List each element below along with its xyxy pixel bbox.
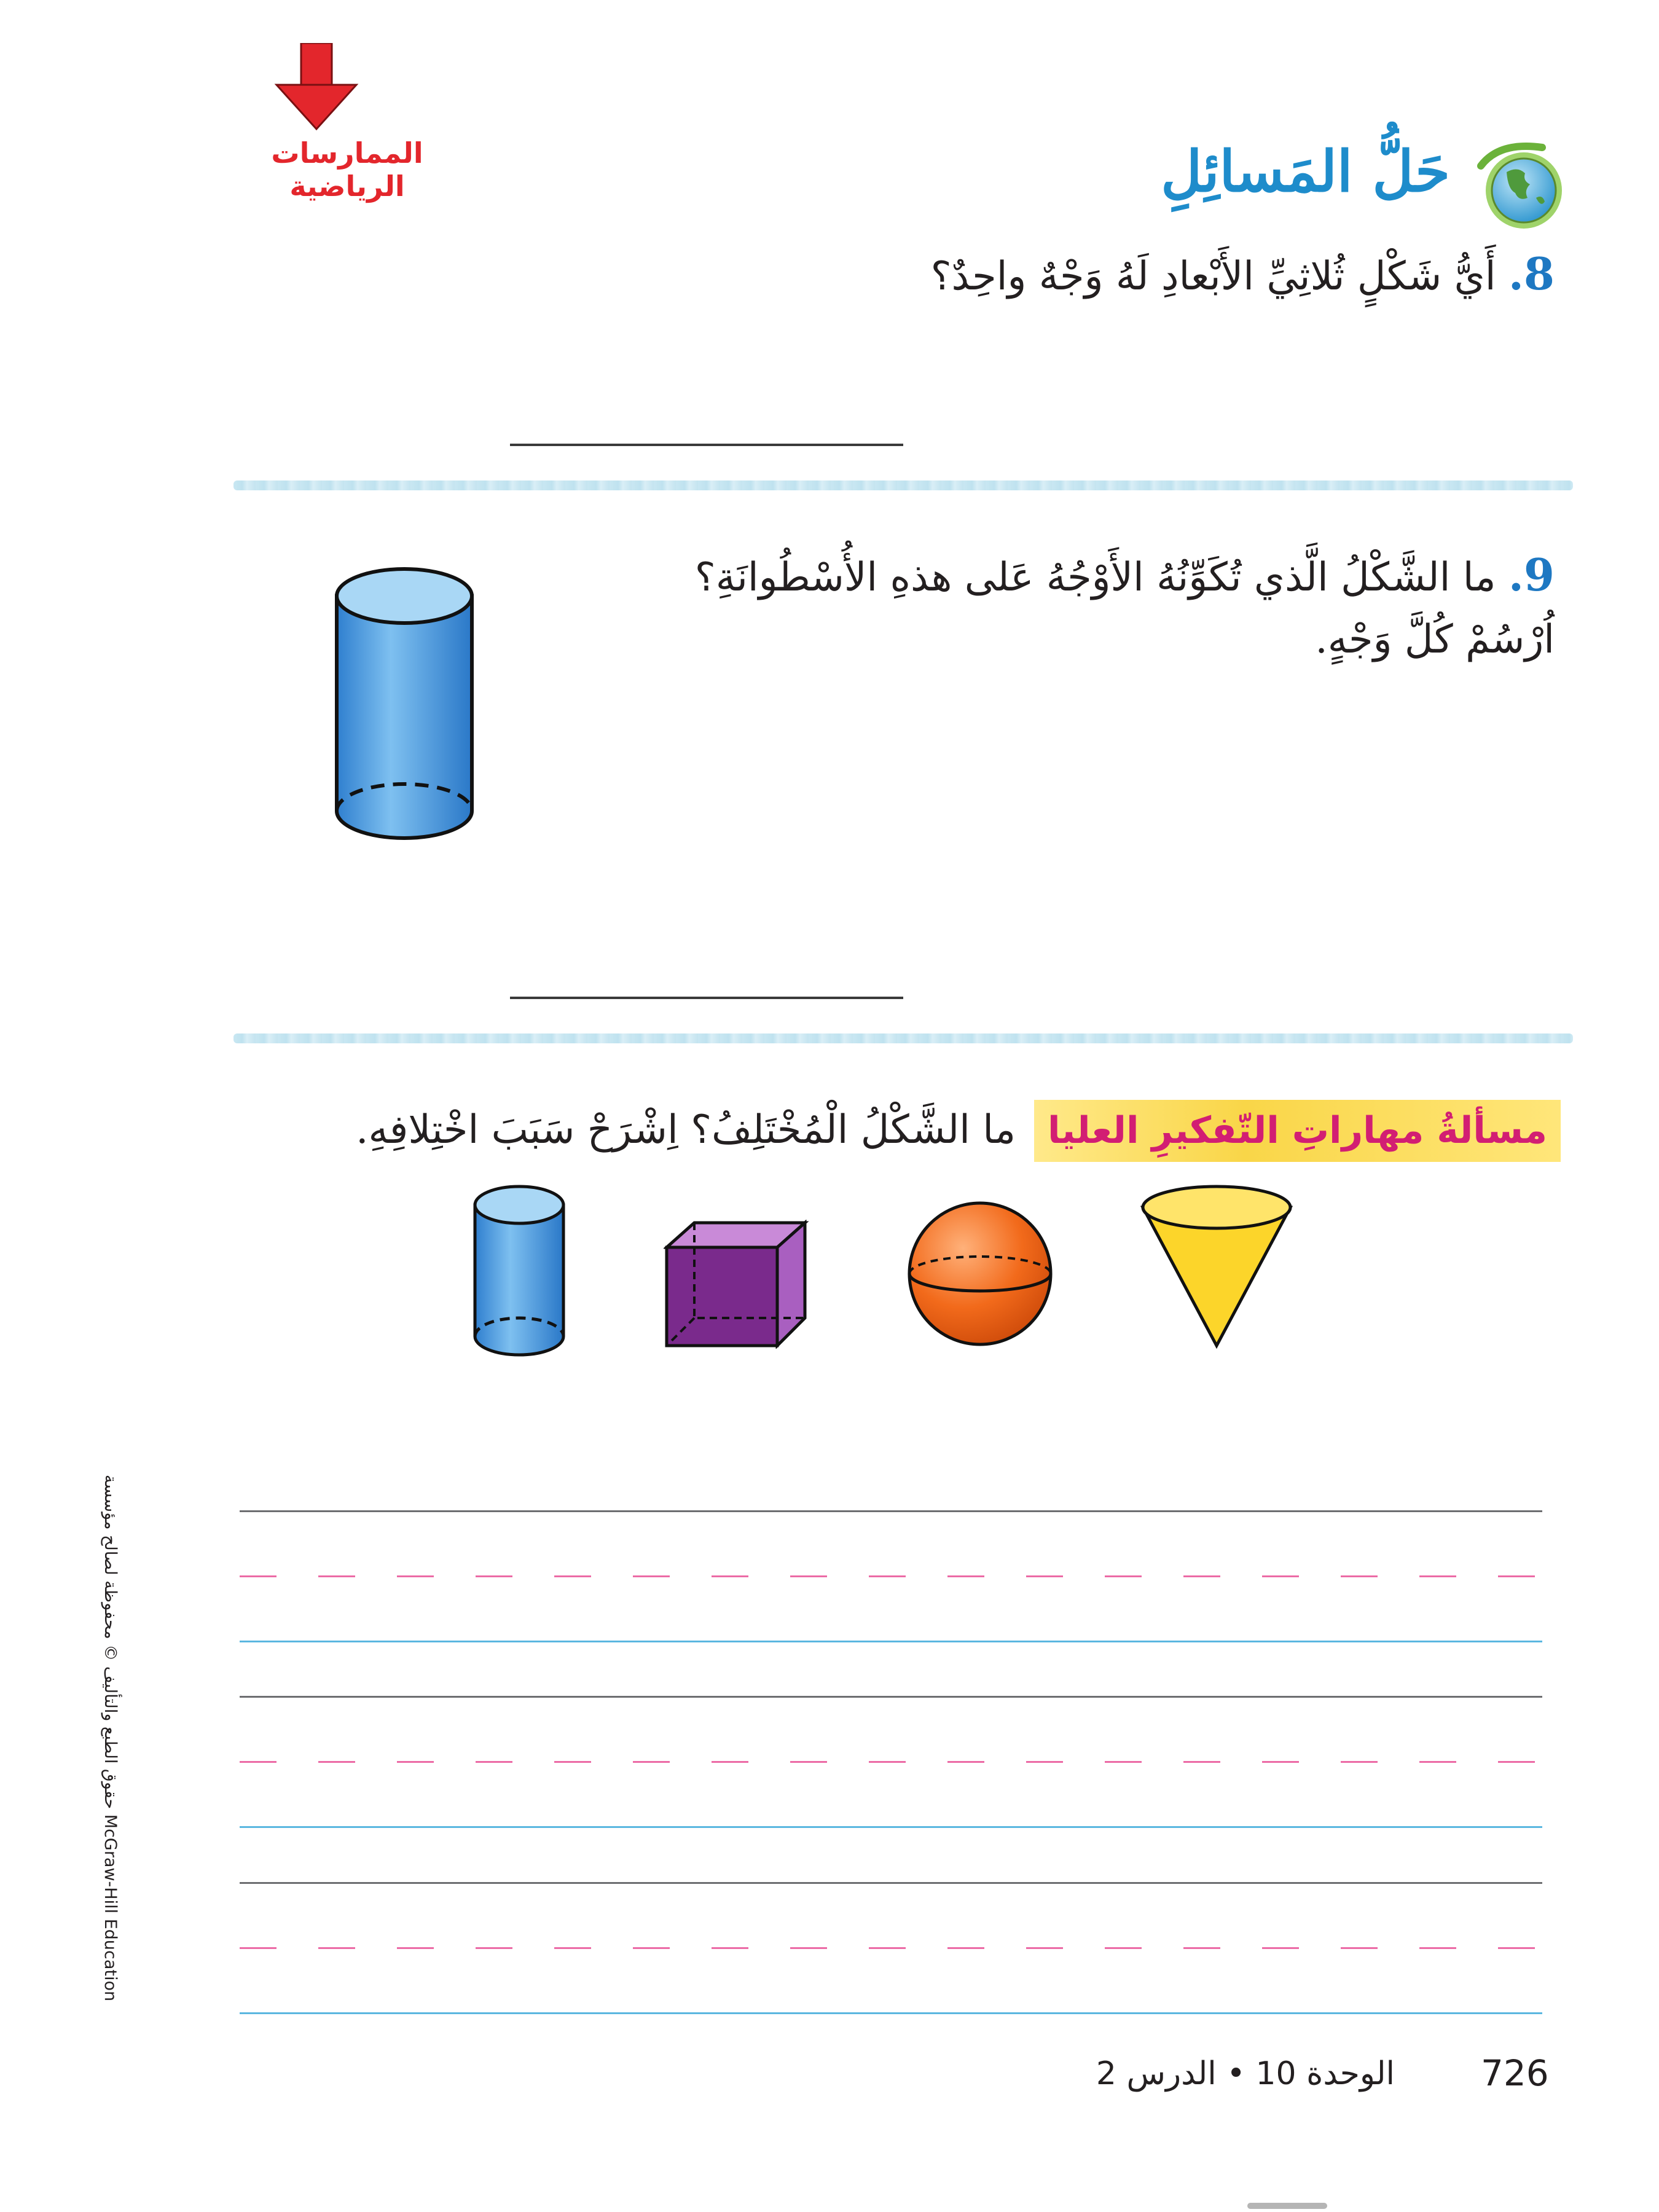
hots-question <box>147 1100 1561 1162</box>
cylinder-illustration <box>332 565 479 848</box>
section-title: حَلُّ المَسائِلِ <box>1161 138 1450 205</box>
page-number: 726 <box>1481 2052 1549 2094</box>
cylinder-shape <box>470 1183 568 1361</box>
section-divider <box>233 1033 1573 1043</box>
answer-line[interactable] <box>510 997 903 999</box>
down-arrow-icon <box>270 43 363 135</box>
answer-line[interactable] <box>510 444 903 446</box>
question-9 <box>633 541 1555 670</box>
question-text: أَيُّ شَكْلٍ ثُلاثِيِّ الأَبْعادِ لَهُ وَجْهٌ واحِدٌ؟ <box>930 254 1496 299</box>
question-8 <box>326 240 1555 308</box>
question-number: 8. <box>1508 248 1555 300</box>
section-divider <box>233 480 1573 490</box>
question-number: 9. <box>1508 549 1555 601</box>
hots-badge: مسألةُ مهاراتِ التّفكيرِ العليا <box>1034 1100 1561 1162</box>
globe-icon <box>1462 141 1567 233</box>
math-practices-label[interactable]: الممارسات الرياضية <box>271 136 423 203</box>
cone-shape <box>1140 1183 1293 1349</box>
question-text: ما الشَّكْلُ الَّذي تُكَوِّنُهُ الأَوْجُهُ عَلى هذهِ الأُسْطُوانَةِ؟ اُرْسُمْ كُلَّ وَجْهٍ. <box>694 555 1555 662</box>
writing-lines-1[interactable] <box>240 1510 1542 1642</box>
home-indicator[interactable] <box>1247 2203 1327 2209</box>
hots-question-text: ما الشَّكْلُ الْمُخْتَلِفُ؟ اِشْرَحْ سَبَبَ اخْتِلافِهِ. <box>356 1107 1016 1153</box>
cube-shape <box>664 1220 811 1349</box>
copyright-notice: حقوق الطبع والتأليف © محفوظة لصالح مؤسسة McGraw-Hill Education <box>101 1475 120 2002</box>
sphere-shape <box>903 1197 1057 1351</box>
writing-lines-2[interactable] <box>240 1696 1542 1828</box>
writing-lines-3[interactable] <box>240 1882 1542 2014</box>
lesson-label: الوحدة 10 • الدرس 2 <box>1096 2055 1395 2092</box>
